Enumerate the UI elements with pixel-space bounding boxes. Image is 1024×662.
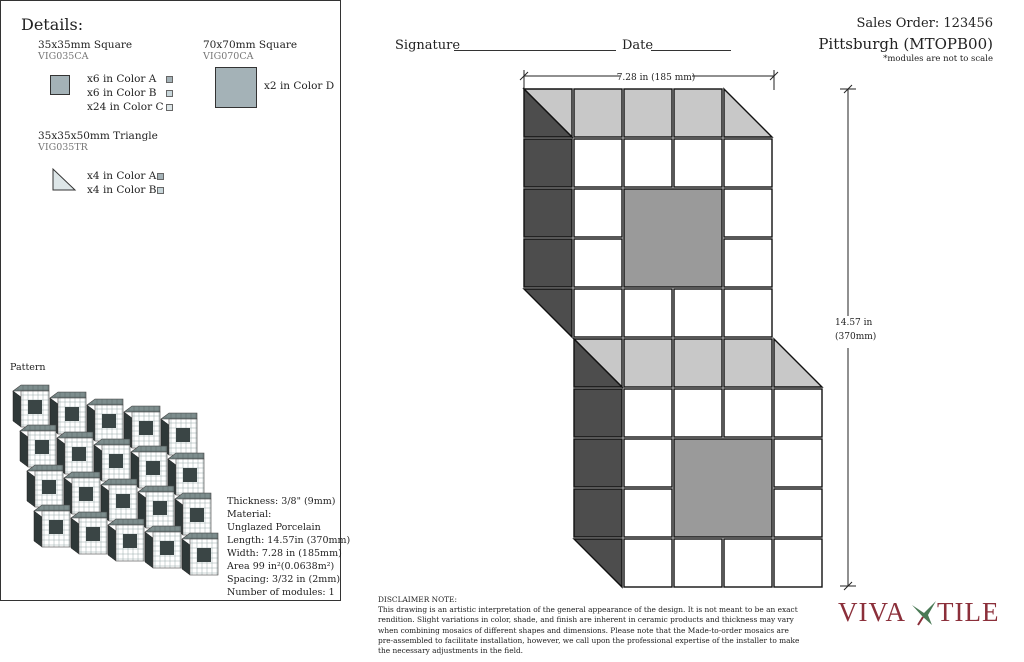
product-title: Pittsburgh (MTOPB00) [818,35,993,53]
pattern-label: Pattern [10,362,46,373]
triangle-count-a: x4 in Color A [87,170,157,182]
triangle-swatch-icon [52,168,76,192]
pattern-preview [10,380,225,585]
disclaimer-line: pre-assembled to facilitate installation, however, we call upon the professional expertise of the installer to make [378,635,800,645]
square35-swatch [50,75,70,95]
spec-material: Unglazed Porcelain [227,522,321,533]
color-a-swatch [166,76,173,83]
square70-swatch [215,67,257,108]
brand-left: VIVA [838,597,907,627]
scale-note: *modules are not to scale [883,54,993,64]
spec-modules: Number of modules: 1 [227,587,335,598]
pattern-cubes [13,385,218,575]
square35-count-a: x6 in Color A [87,73,157,85]
disclaimer-title: DISCLAIMER NOTE: [378,595,457,604]
disclaimer-line: rendition. Slight variations in color, shade, and finish are inherent in ceramic products and thickness may vary [378,615,794,625]
square35-code: VIG035CA [38,51,89,62]
sales-order: Sales Order: 123456 [856,16,993,31]
spec-thickness: Thickness: 3/8" (9mm) [227,496,336,507]
disclaimer-line: the necessary adjustments in the field. [378,646,524,656]
square35-count-c: x24 in Color C [87,101,164,113]
hummingbird-icon [910,599,938,627]
color-c-swatch [166,104,173,111]
spec-length: Length: 14.57in (370mm) [227,535,351,546]
mosaic-drawing [515,70,877,595]
square35-name: 35x35mm Square [38,39,133,51]
triangle-name: 35x35x50mm Triangle [38,130,158,142]
disclaimer [378,595,799,656]
tri-color-a-swatch [157,173,164,180]
spec-width: Width: 7.28 in (185mm) [227,548,342,559]
square35-count-b: x6 in Color B [87,87,157,99]
details-heading: Details: [21,15,84,34]
triangle-count-b: x4 in Color B [87,184,157,196]
brand-right: TILE [937,597,1000,627]
square70-name: 70x70mm Square [203,39,298,51]
date-label: Date [622,38,654,53]
square70-count-d: x2 in Color D [264,80,335,92]
viva-tile-logo [838,597,998,633]
date-field[interactable] [651,50,731,51]
triangle-code: VIG035TR [38,142,88,153]
tile-layout [524,89,822,587]
square70-code: VIG070CA [203,51,254,62]
disclaimer-line: when combining mosaics of different shapes and dimensions. Please note that the Made-to-order mosaics are [378,625,789,635]
signature-label: Signature [395,38,461,53]
details-panel [0,0,351,601]
disclaimer-line: This drawing is an artistic interpretation of the general appearance of the design. It is not meant to be an exact [378,605,798,615]
height-dimension-label-2: (370mm) [835,332,877,342]
color-b-swatch [166,90,173,97]
tri-color-b-swatch [157,187,164,194]
spec-material-label: Material: [227,509,272,520]
signature-field[interactable] [454,50,616,51]
height-dimension-label-1: 14.57 in [835,318,873,328]
spec-spacing: Spacing: 3/32 in (2mm) [227,574,341,585]
width-dimension-label: 7.28 in (185 mm) [616,73,696,83]
spec-area: Area 99 in²(0.0638m²) [227,561,335,572]
